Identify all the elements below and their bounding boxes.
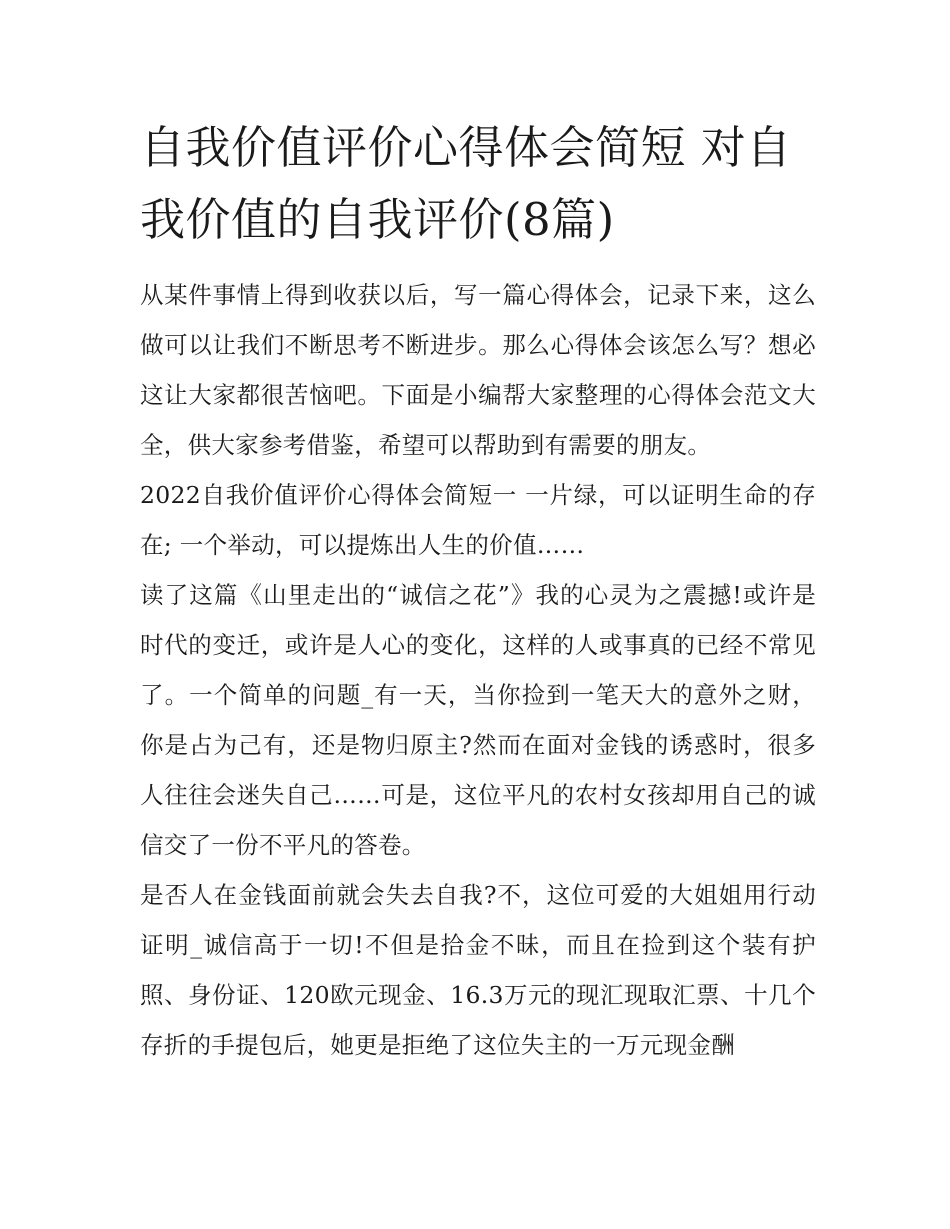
paragraph-honesty: 是否人在金钱面前就会失去自我?不，这位可爱的大姐姐用行动证明_诚信高于一切!不但是拾金不昧，而且在捡到这个装有护照、身份证、120欧元现金、16.3万元的现汇现取汇票、十几个存折的手提包后，她更是拒绝了这位失主的一万元现金酬 <box>140 881 816 1059</box>
document-body <box>140 112 816 1070</box>
document-title: 自我价值评价心得体会简短 对自我价值的自我评价(8篇) <box>140 121 792 246</box>
paragraph-reading-reflection: 读了这篇《山里走出的“诚信之花”》我的心灵为之震撼!或许是时代的变迁，或许是人心的变化，这样的人或事真的已经不常见了。一个简单的问题_有一天，当你捡到一笔天大的意外之财，你是占为己有，还是物归原主?然而在面对金钱的诱惑时，很多人往往会迷失自己……可是，这位平凡的农村女孩却用自己的诚信交了一份不平凡的答卷。 <box>140 581 816 859</box>
paragraph-section-one: 2022自我价值评价心得体会简短一 一片绿，可以证明生命的存在; 一个举动，可以提炼出人生的价值…… <box>140 481 816 559</box>
paragraph-intro: 从某件事情上得到收获以后，写一篇心得体会，记录下来，这么做可以让我们不断思考不断进步。那么心得体会该怎么写？想必这让大家都很苦恼吧。下面是小编帮大家整理的心得体会范文大全，供大家参考借鉴，希望可以帮助到有需要的朋友。 <box>140 281 816 459</box>
